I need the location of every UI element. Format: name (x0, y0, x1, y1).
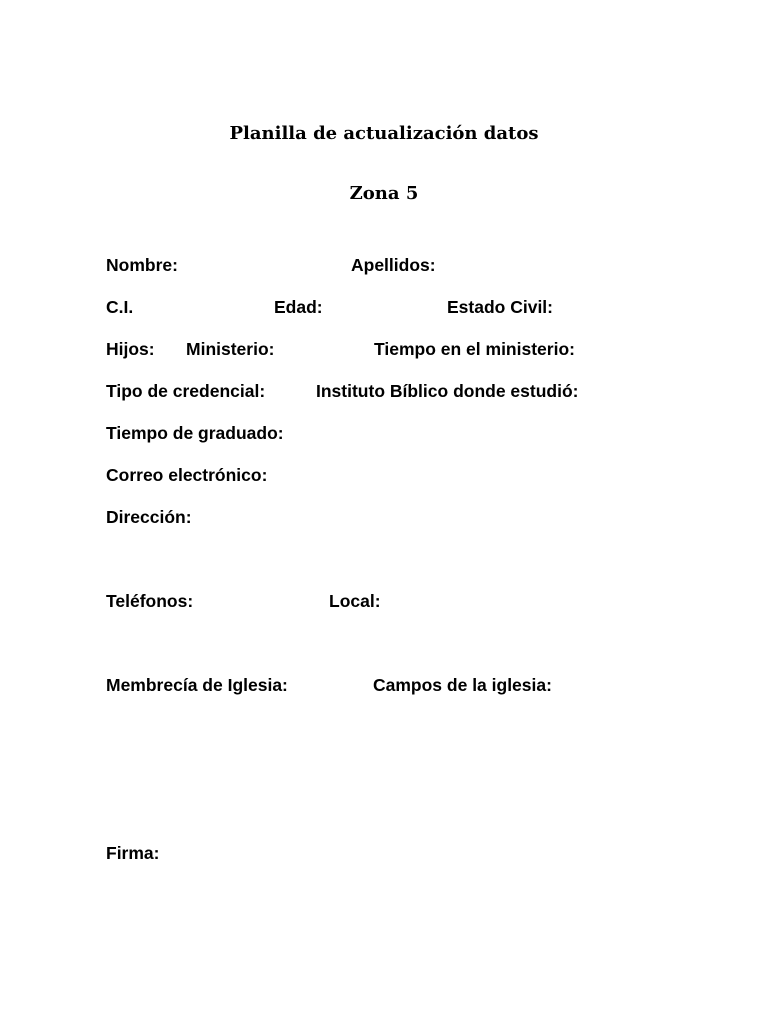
field-label-local: Local: (329, 591, 381, 611)
field-label-correo: Correo electrónico: (106, 465, 268, 485)
field-label-edad: Edad: (274, 297, 323, 317)
field-label-campos: Campos de la iglesia: (373, 675, 552, 695)
field-label-apellidos: Apellidos: (351, 255, 436, 275)
field-label-direccion: Dirección: (106, 507, 192, 527)
field-label-instituto-biblico: Instituto Bíblico donde estudió: (316, 381, 579, 401)
field-label-telefonos: Teléfonos: (106, 591, 194, 611)
document-subtitle: Zona 5 (349, 183, 419, 204)
field-label-membrecia: Membrecía de Iglesia: (106, 675, 288, 695)
document-title: Planilla de actualización datos (229, 123, 539, 144)
field-label-ci: C.I. (106, 297, 134, 317)
field-label-nombre: Nombre: (106, 255, 178, 275)
field-label-tiempo-ministerio: Tiempo en el ministerio: (374, 339, 575, 359)
field-label-firma: Firma: (106, 843, 160, 863)
field-label-estado-civil: Estado Civil: (447, 297, 553, 317)
field-label-tipo-credencial: Tipo de credencial: (106, 381, 266, 401)
field-label-tiempo-graduado: Tiempo de graduado: (106, 423, 284, 443)
field-label-ministerio: Ministerio: (186, 339, 275, 359)
field-label-hijos: Hijos: (106, 339, 155, 359)
